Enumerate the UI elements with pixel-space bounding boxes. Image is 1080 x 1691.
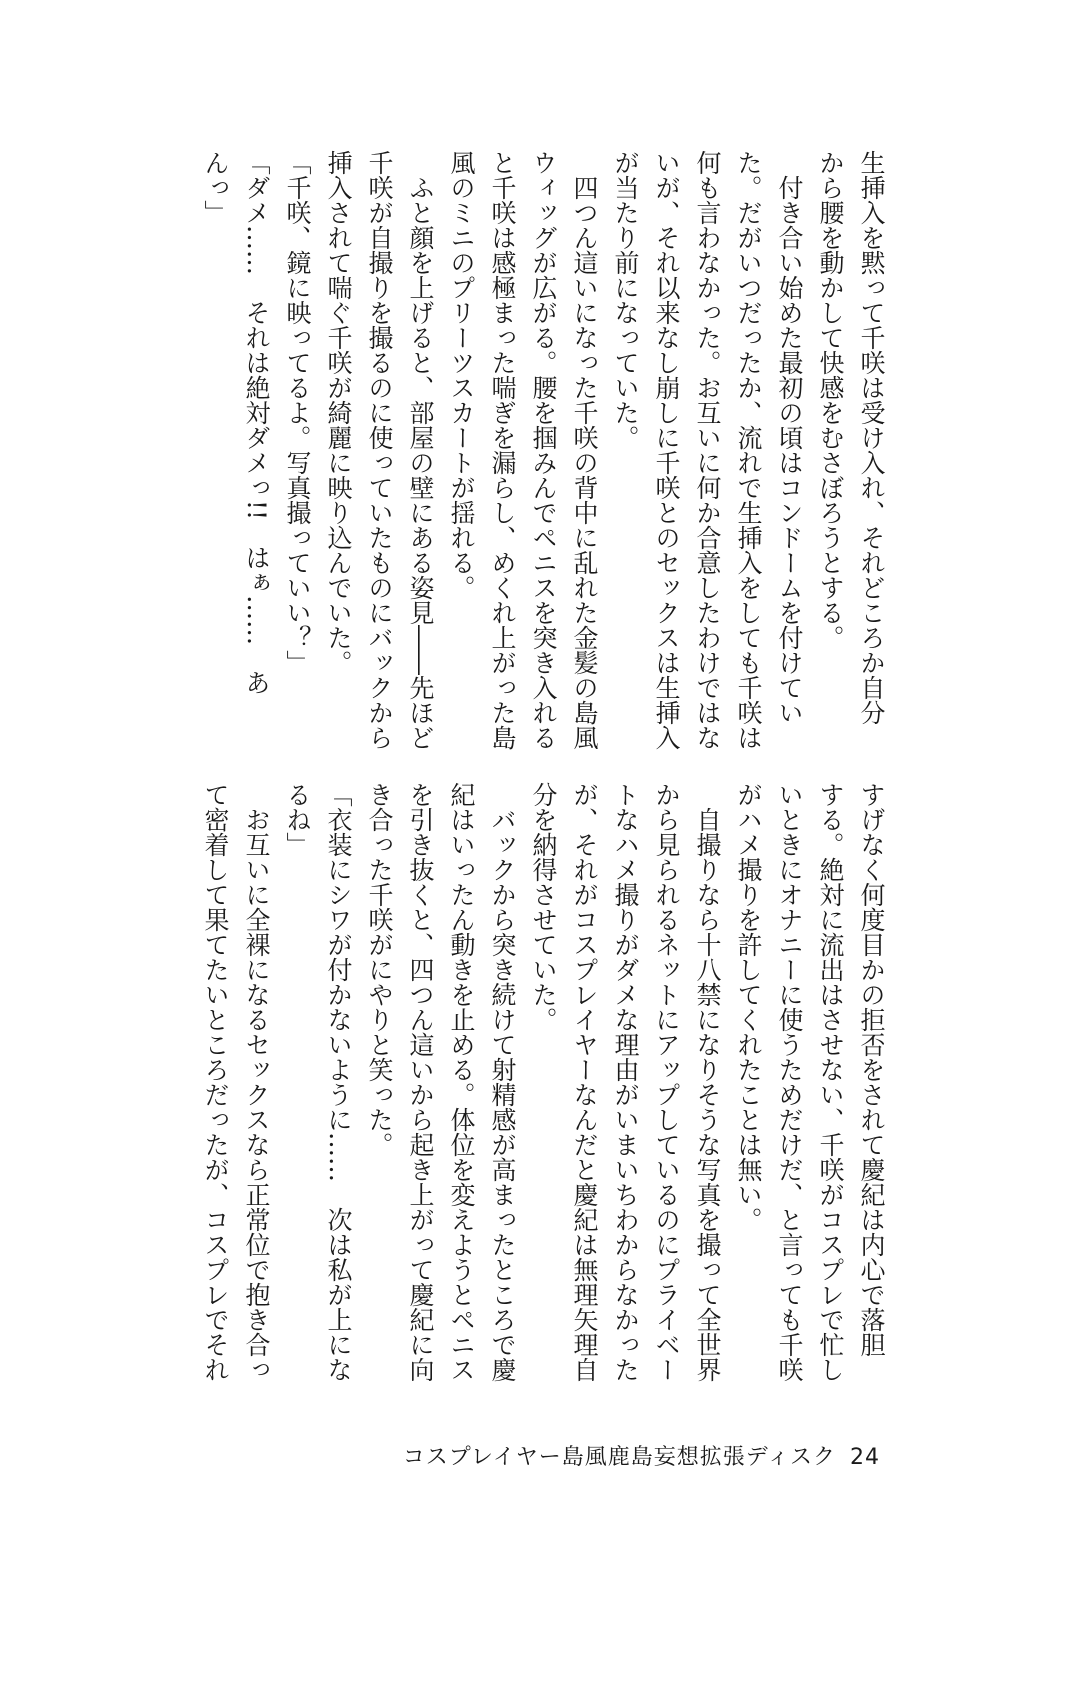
text-block-bottom — [195, 782, 892, 1392]
text-line: 千咲が自撮りを撮るのに使っていたものにバックから — [365, 150, 394, 750]
page-footer — [403, 1440, 880, 1471]
text-block-top — [195, 150, 892, 760]
book-title: コスプレイヤー島風鹿島妄想拡張ディスク — [402, 1445, 836, 1470]
text-line: 四つん這いになった千咲の背中に乱れた金髪の島風 — [570, 150, 599, 750]
text-line: お互いに全裸になるセックスなら正常位で抱き合っ — [242, 782, 271, 1382]
text-line: 「千咲、鏡に映ってるよ。写真撮っていい？」 — [283, 150, 312, 675]
text-line: する。絶対に流出はさせない、千咲がコスプレで忙し — [816, 782, 845, 1382]
text-line: 自撮りなら十八禁になりそうな写真を撮って全世界 — [693, 782, 722, 1382]
text-line: 付き合い始めた最初の頃はコンドームを付けてい — [775, 150, 804, 725]
text-line: トなハメ撮りがダメな理由がいまいちわからなかった — [611, 782, 640, 1382]
text-line: 挿入されて喘ぐ千咲が綺麗に映り込んでいた。 — [324, 150, 353, 675]
text-line: た。だがいつだったか、流れで生挿入をしても千咲は — [734, 150, 763, 750]
text-line: が、それがコスプレイヤーなんだと慶紀は無理矢理自 — [570, 782, 599, 1382]
text-line: 「衣装にシワが付かないように…… 次は私が上にな — [324, 782, 353, 1382]
text-line: ウィッグが広がる。腰を掴みんでペニスを突き入れる — [529, 150, 558, 750]
text-line: 「ダメ…… それは絶対ダメっ!! はぁ…… あ — [242, 150, 271, 696]
text-line: から腰を動かして快感をむさぼろうとする。 — [816, 150, 845, 650]
text-line: いときにオナニーに使うためだけだ、と言っても千咲 — [775, 782, 804, 1382]
text-line: がハメ撮りを許してくれたことは無い。 — [734, 782, 763, 1232]
text-line: から見られるネットにアップしているのにプライベー — [652, 782, 681, 1382]
text-line: 分を納得させていた。 — [529, 782, 558, 1032]
text-line: 何も言わなかった。お互いに何か合意したわけではな — [693, 150, 722, 750]
text-line: を引き抜くと、四つん這いから起き上がって慶紀に向 — [406, 782, 435, 1382]
text-line: すげなく何度目かの拒否をされて慶紀は内心で落胆 — [857, 782, 886, 1357]
text-line: て密着して果てたいところだったが、コスプレでそれ — [201, 782, 230, 1382]
text-line: いが、それ以来なし崩しに千咲とのセックスは生挿入 — [652, 150, 681, 750]
text-line: き合った千咲がにやりと笑った。 — [365, 782, 394, 1157]
text-line: と千咲は感極まった喘ぎを漏らし、めくれ上がった島 — [488, 150, 517, 750]
page-number: 24 — [850, 1445, 880, 1470]
text-line: 生挿入を黙って千咲は受け入れ、それどころか自分 — [857, 150, 886, 725]
text-line: 風のミニのプリーツスカートが揺れる。 — [447, 150, 476, 600]
text-line: ふと顔を上げると、部屋の壁にある姿見――先ほど — [406, 150, 435, 750]
text-line: バックから突き続けて射精感が高まったところで慶 — [488, 782, 517, 1382]
text-line: るね」 — [283, 782, 312, 857]
text-line: が当たり前になっていた。 — [611, 150, 640, 450]
text-line: んっ」 — [201, 150, 230, 225]
text-line: 紀はいったん動きを止める。体位を変えようとペニス — [447, 782, 476, 1382]
